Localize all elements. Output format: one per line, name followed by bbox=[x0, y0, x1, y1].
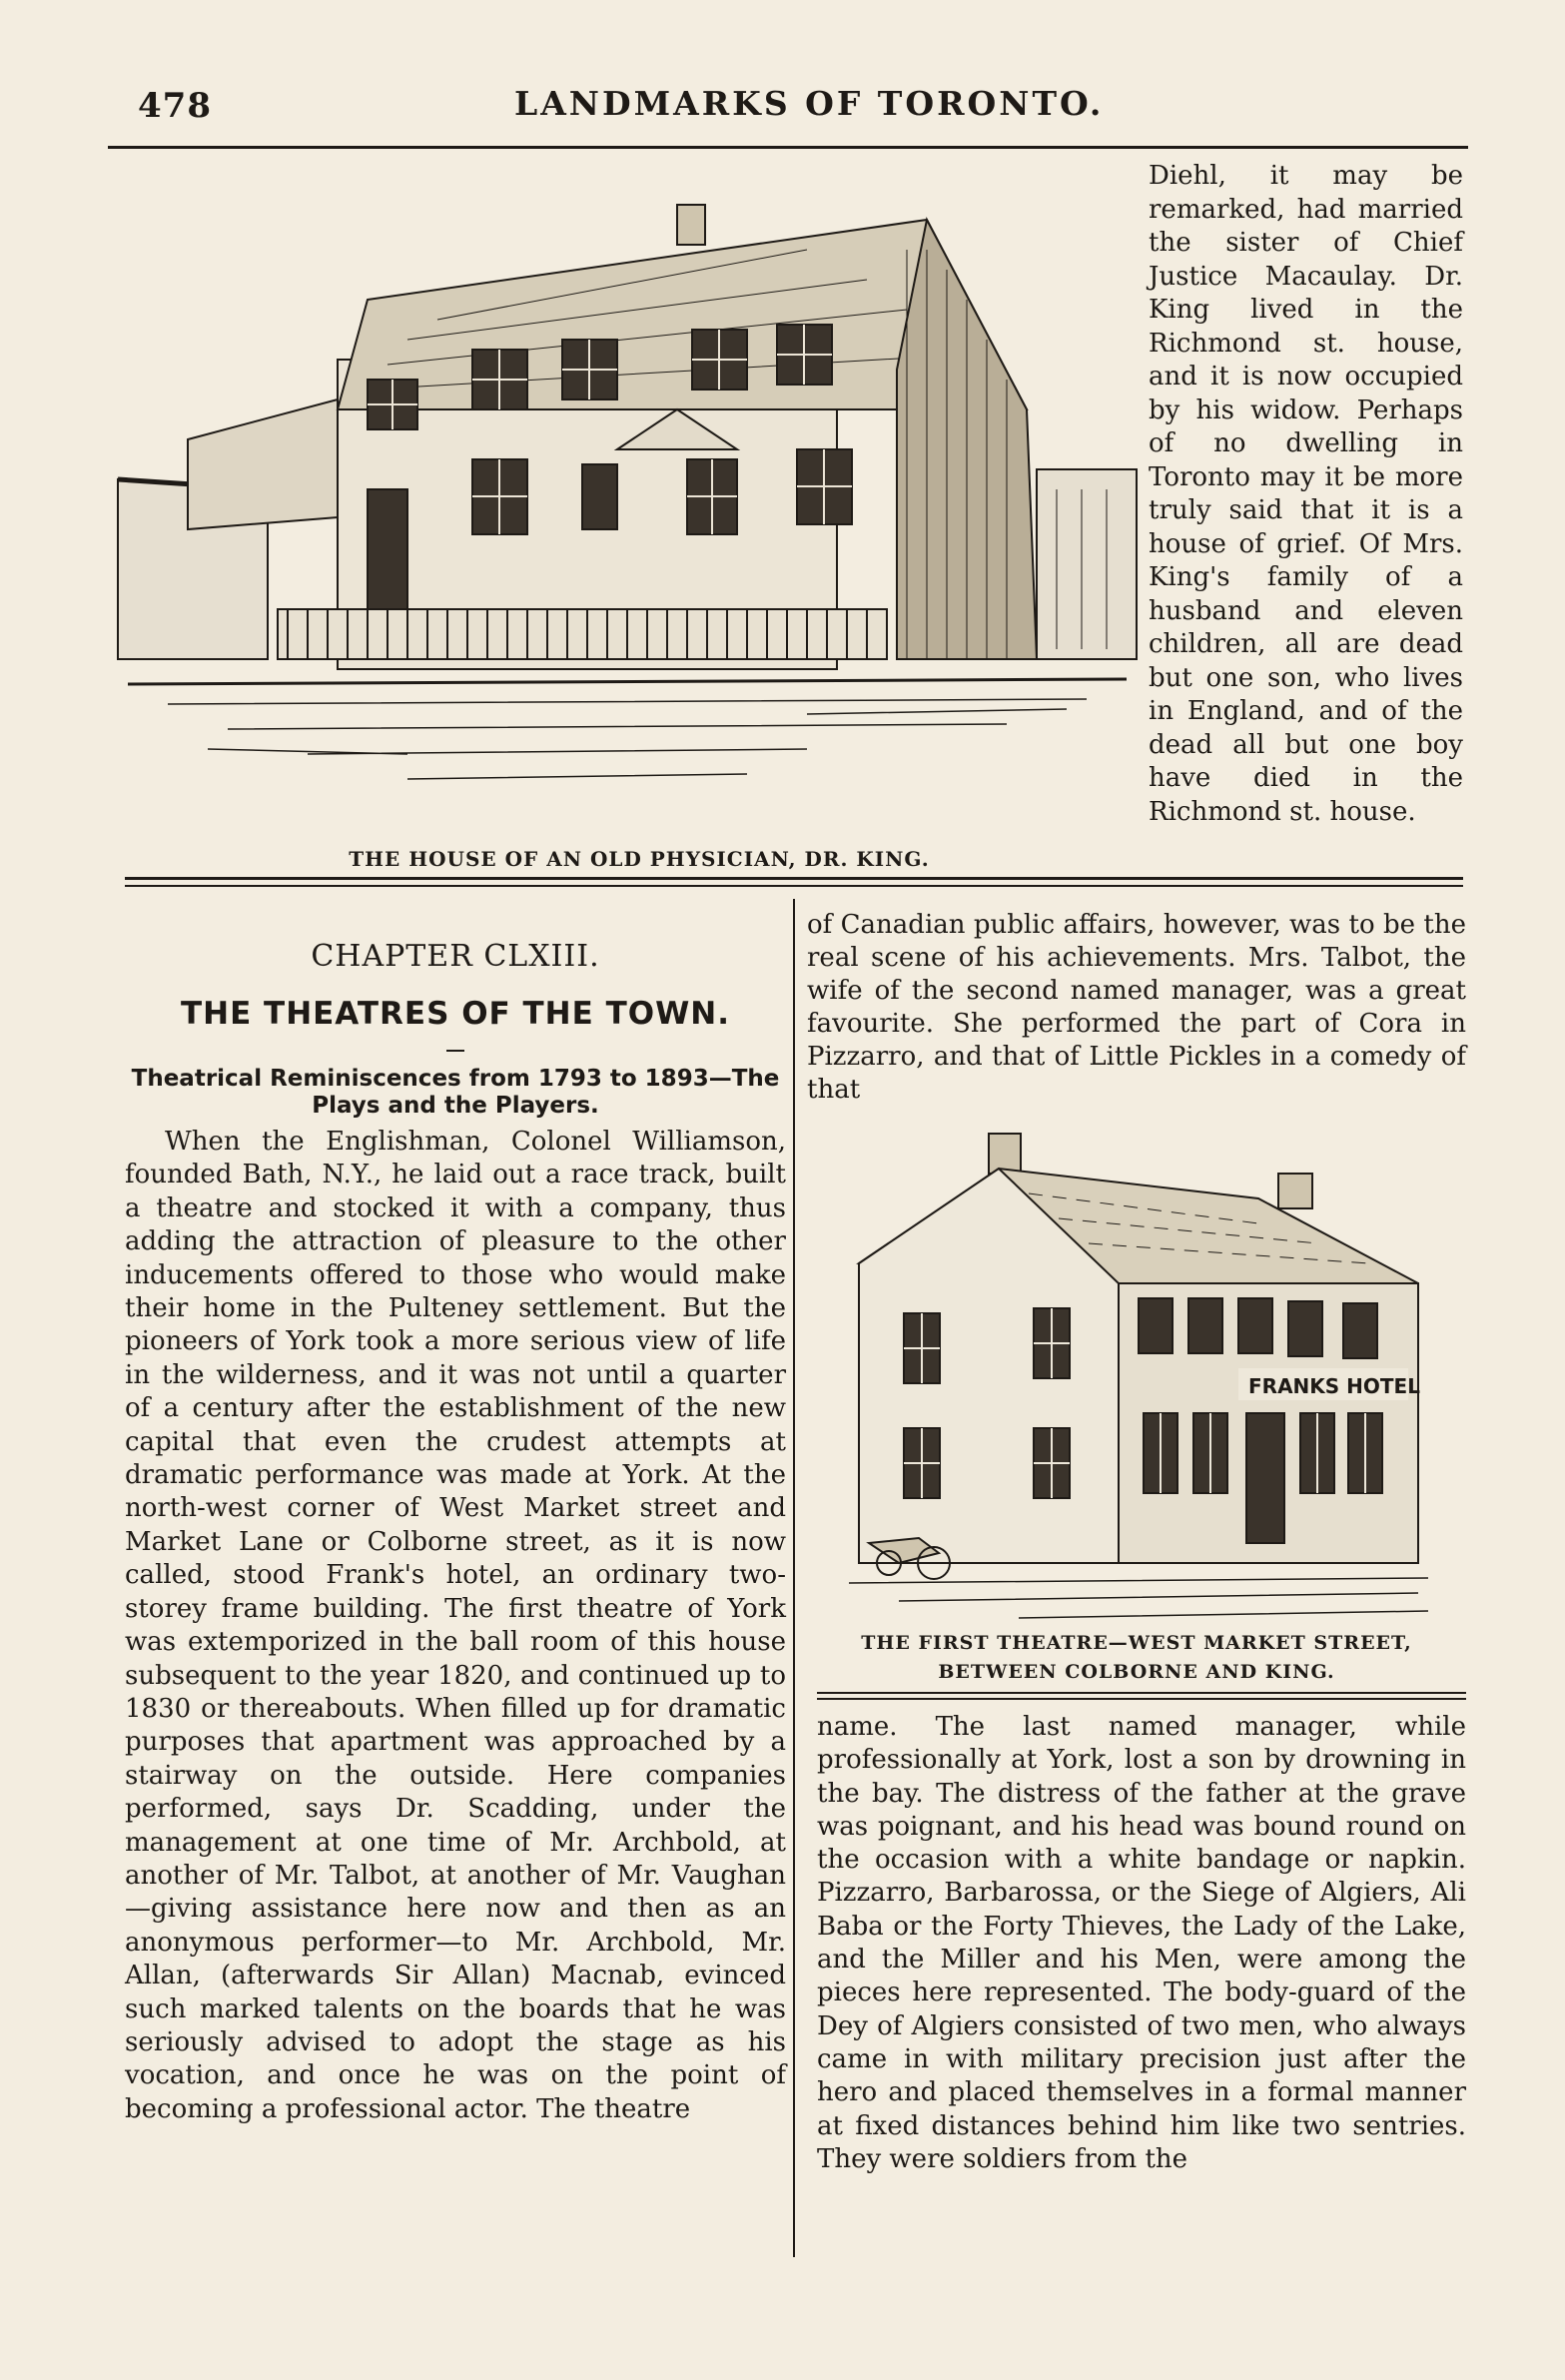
middle-figure-caption-line2: BETWEEN COLBORNE AND KING. bbox=[938, 1661, 1335, 1683]
section-rule-top bbox=[125, 877, 1463, 880]
running-title: LANDMARKS OF TORONTO. bbox=[514, 84, 1105, 123]
chapter-number: CHAPTER CLXIII. bbox=[311, 939, 600, 974]
section-rule-bottom bbox=[125, 885, 1463, 887]
middle-figure-rule-bottom bbox=[817, 1698, 1466, 1700]
right-column-top-text: of Canadian public affairs, however, was to be the real scene of his achievements. Mrs. Talbot, the wife of the second named manager, was a great favourite. She performed the part of Cora in Pizzarro, and that of Little Pickles in a comedy of that bbox=[807, 910, 1466, 1105]
page-number: 478 bbox=[138, 86, 212, 126]
middle-figure-rule-top bbox=[817, 1692, 1466, 1694]
left-body-text: When the Englishman, Colonel Williamson, founded Bath, N.Y., he laid out a race track, built a theatre and stocked it with a company, thus adding the attraction of pleasure to the other inducements offered to those who would make their home in the Pulteney settlement. But the pioneers of York took a more serious view of life in the wilderness, and it was not until a quarter of a century after the establishment of the new capital that even the crudest attempts at dramatic performance was made at York. At the north-west corner of West Market street and Market Lane or Colborne street, as it is now called, stood Frank's hotel, an ordinary two-storey frame building. The first theatre of York was extemporized in the ball room of this house subsequent to the year 1820, and continued up to 1830 or thereabouts. When filled up for dramatic purposes that apartment was approached by a stairway on the outside. Here companies performed, says Dr. Scadding, under the management at one time of Mr. Archbold, at another of Mr. Talbot, at another of Mr. Vaughan—giving assistance here now and then as an anonymous performer—to Mr. Archbold, Mr. Allan, (afterwards Sir Allan) Macnab, evinced such marked talents on the boards that he was seriously advised to adopt the stage as his vocation, and once he was on the point of becoming a professional actor. The theatre bbox=[125, 1127, 786, 2124]
left-column bbox=[125, 939, 786, 2126]
right-column-bottom-text: name. The last named manager, while professionally at York, lost a son by drowning in the bay. The distress of the father at the grave was poignant, and his head was bound round on the occasion with a white bandage or napkin. Pizzarro, Barbarossa, or the Siege of Algiers, Ali Baba or the Forty Thieves, the Lady of the Lake, and the Miller and his Men, were among the pieces here represented. The body-guard of the Dey of Algiers consisted of two men, who always came in with military precision just after the hero and placed themselves in a formal manner at fixed distances behind him like two sentries. They were soldiers from the bbox=[817, 1712, 1466, 2174]
physician-house-illustration bbox=[108, 190, 1139, 829]
middle-figure-caption-line1: THE FIRST THEATRE—WEST MARKET STREET, bbox=[861, 1632, 1412, 1654]
title-dash bbox=[446, 1050, 464, 1052]
top-figure-caption: THE HOUSE OF AN OLD PHYSICIAN, DR. KING. bbox=[349, 847, 930, 871]
chapter-title: THE THEATRES OF THE TOWN. bbox=[180, 996, 731, 1032]
first-theatre-illustration bbox=[839, 1124, 1438, 1628]
column-divider bbox=[793, 899, 795, 2257]
chapter-subtitle: Theatrical Reminiscences from 1793 to 1893—The Plays and the Players. bbox=[131, 1066, 780, 1119]
header-rule bbox=[108, 146, 1468, 149]
hotel-sign: FRANKS HOTEL bbox=[1248, 1374, 1420, 1398]
sidebar-text: Diehl, it may be remarked, had married the sister of Chief Justice Macaulay. Dr. King lived in the Richmond st. house, and it is now occupied by his widow. Perhaps of no dwelling in Toronto may it be more truly said that it is a house of grief. Of Mrs. King's family of a husband and eleven children, all are dead but one son, who lives in England, and of the dead all but one boy have died in the Richmond st. house. bbox=[1149, 161, 1463, 827]
